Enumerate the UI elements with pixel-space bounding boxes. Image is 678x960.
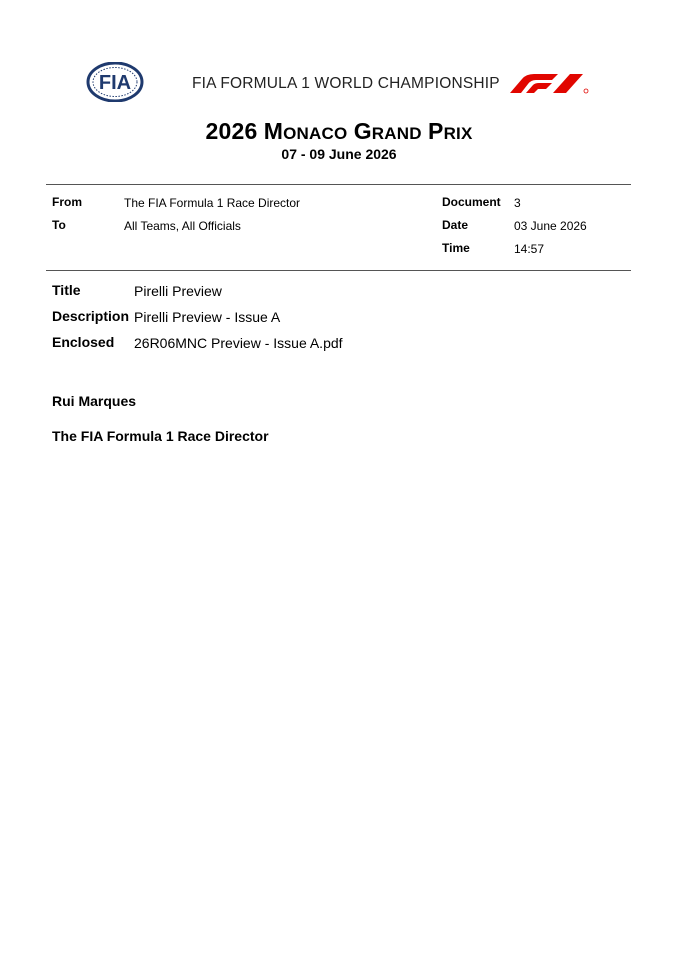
divider-top bbox=[46, 184, 631, 185]
date-label: Date bbox=[442, 218, 469, 232]
signatory-name: Rui Marques bbox=[52, 393, 137, 409]
fia-logo-text: FIA bbox=[98, 72, 132, 94]
f1-logo bbox=[508, 71, 590, 95]
from-value: The FIA Formula 1 Race Director bbox=[124, 196, 301, 210]
event-dates: 07 - 09 June 2026 bbox=[281, 146, 397, 162]
fia-logo bbox=[86, 62, 144, 102]
description-label: Description bbox=[52, 308, 130, 324]
title-label: Title bbox=[52, 282, 81, 298]
enclosed-attachment-link[interactable]: 26R06MNC Preview - Issue A.pdf bbox=[134, 335, 343, 351]
championship-name: FIA FORMULA 1 WORLD CHAMPIONSHIP bbox=[192, 75, 500, 92]
to-value: All Teams, All Officials bbox=[124, 219, 241, 233]
document-label: Document bbox=[442, 195, 501, 209]
title-value: Pirelli Preview bbox=[134, 283, 222, 299]
from-label: From bbox=[52, 195, 82, 209]
date-value: 03 June 2026 bbox=[514, 219, 587, 233]
enclosed-label: Enclosed bbox=[52, 334, 115, 350]
to-label: To bbox=[52, 218, 66, 232]
time-label: Time bbox=[442, 241, 470, 255]
page-title: 2026 MONACO GRAND PRIX bbox=[205, 118, 473, 144]
description-value: Pirelli Preview - Issue A bbox=[134, 309, 281, 325]
time-value: 14:57 bbox=[514, 242, 545, 256]
document-value: 3 bbox=[514, 196, 521, 210]
signatory-role: The FIA Formula 1 Race Director bbox=[52, 428, 269, 444]
divider-bottom bbox=[46, 270, 631, 271]
